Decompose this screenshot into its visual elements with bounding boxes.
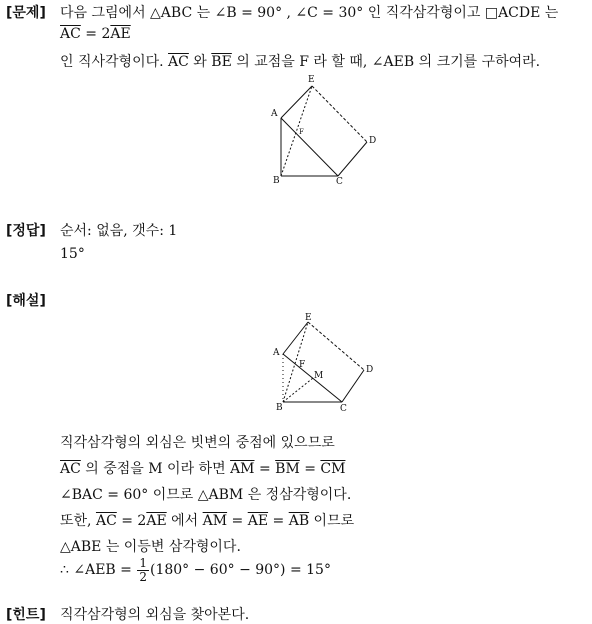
segment-ac: $\overline{AC}$ (60, 461, 81, 477)
label-a: A (271, 109, 278, 119)
explanation-line-4 (60, 510, 354, 530)
label-d: D (369, 136, 377, 146)
label-f: F (299, 360, 306, 370)
segment-cm: $\overline{CM}$ (320, 461, 346, 477)
text-part: = (254, 461, 276, 477)
fraction-one-half (137, 557, 149, 583)
text-part: = 2 (116, 513, 147, 529)
explanation-line-6 (60, 557, 331, 583)
edge-cd (338, 142, 367, 176)
segment-ac: $\overline{AC}$ (168, 54, 189, 70)
label-c: C (336, 177, 343, 187)
label-m: M (314, 371, 324, 381)
problem-line-3 (60, 51, 540, 71)
segment-ae: $\overline{AE}$ (110, 26, 131, 42)
edge-ed (308, 322, 364, 370)
text-part: = (299, 461, 321, 477)
problem-label: [문제] (6, 5, 46, 21)
equals-two: = 2 (80, 26, 111, 42)
text-part: 의 교점을 F 라 할 때, ∠AEB 의 크기를 구하여라. (231, 54, 541, 70)
hint-label: [힌트] (6, 607, 46, 623)
explanation-line-3: ∠BAC = 60° 이므로 △ABM 은 정삼각형이다. (60, 487, 352, 503)
label-b: B (273, 176, 280, 186)
edge-ac (281, 118, 338, 176)
edge-ae (283, 322, 308, 354)
text-part: 에서 (166, 513, 203, 529)
label-f: F (299, 128, 304, 136)
segment-am: $\overline{AM}$ (202, 513, 228, 529)
label-b: B (276, 403, 283, 413)
answer-label: [정답] (6, 223, 46, 239)
text-part: 또한, (60, 513, 96, 529)
text-part: 와 (188, 54, 212, 70)
text-part: (180° − 60° − 90°) = 15° (149, 562, 331, 579)
explanation-label: [해설] (6, 293, 46, 309)
segment-ae: $\overline{AE}$ (247, 513, 269, 529)
segment-be: $\overline{BE}$ (211, 54, 232, 70)
text-part: ∴ ∠AEB = (60, 562, 137, 579)
explanation-line-2 (60, 458, 345, 478)
segment-ac: $\overline{AC}$ (60, 26, 81, 42)
edge-ac (283, 354, 342, 402)
label-c: C (340, 404, 347, 414)
problem-line-2 (60, 26, 131, 42)
label-e: E (308, 75, 315, 85)
edge-ae (281, 86, 312, 118)
text-part: 의 중점을 M 이라 하면 (80, 461, 231, 477)
segment-ab: $\overline{AB}$ (288, 513, 310, 529)
text-part: 인 직사각형이다. (60, 54, 169, 70)
answer-value: 15° (60, 246, 85, 262)
explanation-line-5: △ABE 는 이등변 삼각형이다. (60, 539, 241, 555)
text-part: 이므로 (309, 513, 355, 529)
hint-text: 직각삼각형의 외심을 찾아본다. (60, 607, 250, 623)
segment-am: $\overline{AM}$ (230, 461, 255, 477)
explanation-line-1: 직각삼각형의 외심은 빗변의 중점에 있으므로 (60, 435, 335, 451)
figure-1 (268, 72, 386, 187)
text-part: = (268, 513, 289, 529)
figure-2 (268, 310, 386, 418)
edge-bm (283, 378, 313, 402)
label-d: D (366, 365, 374, 375)
answer-meta: 순서: 없음, 갯수: 1 (60, 223, 178, 239)
fraction-denominator: 2 (139, 569, 147, 584)
edge-cd (342, 370, 364, 402)
label-e: E (305, 313, 312, 323)
edge-ed (312, 86, 367, 142)
text-part: = (227, 513, 248, 529)
segment-ac: $\overline{AC}$ (95, 513, 117, 529)
problem-line-1: 다음 그림에서 △ABC 는 ∠B = 90° , ∠C = 30° 인 직각삼각형이고 □ACDE 는 (60, 5, 559, 21)
segment-bm: $\overline{BM}$ (275, 461, 300, 477)
segment-ae: $\overline{AE}$ (146, 513, 167, 529)
edge-be (281, 86, 312, 176)
label-a: A (273, 348, 280, 358)
fraction-numerator: 1 (139, 556, 147, 570)
